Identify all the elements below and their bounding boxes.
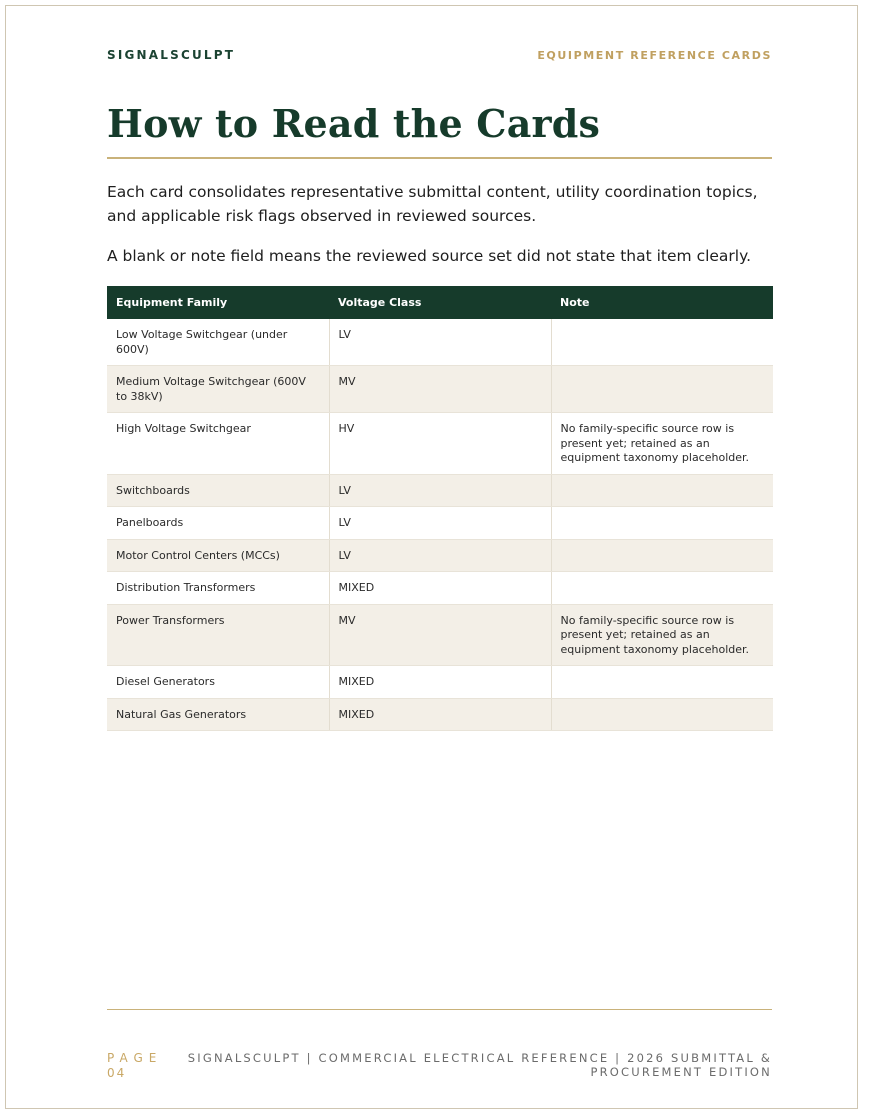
brand-header: SIGNALSCULPT — [107, 48, 236, 62]
note-cell: No family-specific source row is present yet; retained as an equipment taxonomy placeholder. — [551, 604, 773, 666]
equipment-family-cell: Panelboards — [107, 507, 329, 540]
footer-text: SIGNALSCULPT | COMMERCIAL ELECTRICAL REFERENCE | 2026 SUBMITTAL & PROCUREMENT EDITION — [187, 1051, 772, 1079]
equipment-family-cell: Power Transformers — [107, 604, 329, 666]
table-row — [107, 666, 773, 699]
note-cell — [551, 666, 773, 699]
voltage-class-cell: HV — [329, 413, 551, 475]
title-divider — [107, 157, 772, 159]
equipment-family-cell: Medium Voltage Switchgear (600V to 38kV) — [107, 366, 329, 413]
footer-divider — [107, 1009, 772, 1010]
table-row — [107, 366, 773, 413]
page-number: 04 — [107, 1066, 127, 1080]
note-cell — [551, 319, 773, 366]
voltage-class-cell: LV — [329, 539, 551, 572]
table-row — [107, 698, 773, 731]
equipment-table — [107, 286, 773, 731]
table-row — [107, 413, 773, 475]
note-cell: No family-specific source row is present yet; retained as an equipment taxonomy placeholder. — [551, 413, 773, 475]
note-cell — [551, 698, 773, 731]
table-row — [107, 507, 773, 540]
page-label: PAGE — [107, 1051, 163, 1065]
note-cell — [551, 366, 773, 413]
voltage-class-cell: LV — [329, 474, 551, 507]
page-title: How to Read the Cards — [107, 101, 601, 146]
equipment-family-cell: Natural Gas Generators — [107, 698, 329, 731]
equipment-family-cell: Low Voltage Switchgear (under 600V) — [107, 319, 329, 366]
intro-paragraph-2: A blank or note field means the reviewed source set did not state that item clearly. — [107, 247, 751, 265]
note-cell — [551, 474, 773, 507]
voltage-class-cell: LV — [329, 319, 551, 366]
section-header: EQUIPMENT REFERENCE CARDS — [537, 49, 772, 62]
voltage-class-cell: MV — [329, 366, 551, 413]
table-row — [107, 474, 773, 507]
column-header-voltage-class: Voltage Class — [329, 286, 551, 319]
equipment-family-cell: Motor Control Centers (MCCs) — [107, 539, 329, 572]
table-row — [107, 572, 773, 605]
table-row — [107, 319, 773, 366]
voltage-class-cell: MIXED — [329, 572, 551, 605]
voltage-class-cell: MV — [329, 604, 551, 666]
voltage-class-cell: LV — [329, 507, 551, 540]
column-header-note: Note — [551, 286, 773, 319]
intro-paragraph-1: Each card consolidates representative submittal content, utility coordination topics, and applicable risk flags observed in reviewed sources. — [107, 183, 758, 225]
table-row — [107, 604, 773, 666]
equipment-family-cell: Diesel Generators — [107, 666, 329, 699]
voltage-class-cell: MIXED — [329, 698, 551, 731]
table-row — [107, 539, 773, 572]
note-cell — [551, 507, 773, 540]
table-header-row — [107, 286, 773, 319]
note-cell — [551, 572, 773, 605]
equipment-family-cell: Switchboards — [107, 474, 329, 507]
equipment-family-cell: High Voltage Switchgear — [107, 413, 329, 475]
equipment-family-cell: Distribution Transformers — [107, 572, 329, 605]
note-cell — [551, 539, 773, 572]
voltage-class-cell: MIXED — [329, 666, 551, 699]
column-header-equipment-family: Equipment Family — [107, 286, 329, 319]
